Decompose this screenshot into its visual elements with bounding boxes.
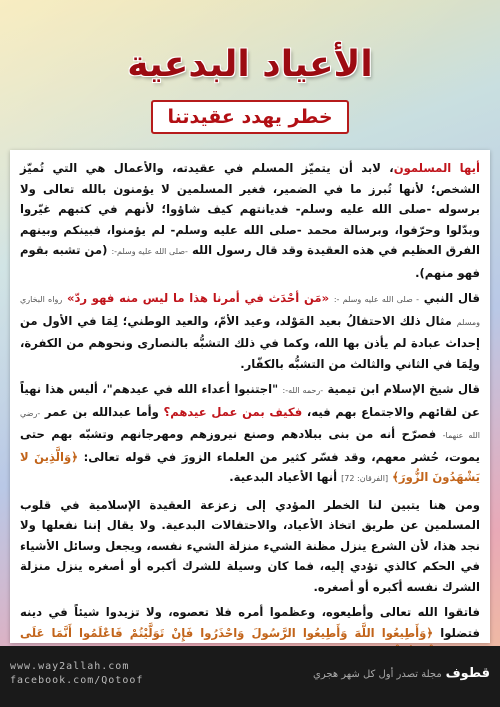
highlighted-question: فكيف بمن عمل عيدهم؟ <box>163 404 303 419</box>
paragraph-4: ومن هنا يتبين لنا الخطر المؤدي إلى زعزعة العقيدة الإسلامية في قلوب المسلمين عن طريق اتخاذ الأعياد، والاحتفالات البدعية. ولا يقال إننا نفعلها ولا نجد هذا، لأن الشرع ينزل مظنة الشيء منزلة الشيء نفسه، ويجعل وسائل الأشياء في الحكم كالذي تؤدي إليه، فما كان وسيلة للشرك أكبره أو أصغره ينزل منزلة الشرك نفسه أكبره أو أصغره. <box>20 497 480 594</box>
article-card <box>10 150 490 643</box>
quran-verse: ﴿وَأَطِيعُوا اللَّهَ وَأَطِيعُوا الرَّسُولَ وَاحْذَرُوا فَإِنْ تَوَلَّيْتُمْ فَاعْلَمُوا أَنَّمَا عَلَى <box>20 625 434 640</box>
paragraph-3-text-b: وأما عبدالله بن عمر <box>44 404 159 419</box>
paragraph-3-text-c: فصرّح أنه من بنى ببلادهم وصنع نيروزهم ومهرجانهم وتشبّه بهم حتى يموت، حُشر معهم، وقد فسّر كثير من العلماء الزورَ في قوله تعالى: <box>20 427 481 464</box>
footer-links <box>10 660 143 688</box>
hadith-quote: (من تشبه بقوم فهو منهم). <box>20 243 480 280</box>
brand-tagline: مجلة تصدر أول كل شهر هجري <box>313 669 442 680</box>
paragraph-3 <box>20 379 480 490</box>
lead-phrase: أيها المسلمون <box>393 161 481 175</box>
paragraph-1-text: ، لابد أن يتميّز المسلم في عقيدته، والأعمال هي التي تُميّز الشخص؛ لأنها تُبرز ما في الضمير، فغير المسلمين لا يؤمنون بالله تعالى ولا برسوله -صلى الله عليه وسلم- فديانتهم كيف شاؤوا؛ لأنهم في كتبهم غيّروا وبدّلوا وحرّفوا، وبرسالة محمد -صلى الله عليه وسلم- لم يؤمنوا، فبينكم وبينهم الفرق العظيم في هذه العقيدة وقد قال رسول الله <box>20 161 480 257</box>
hadith-quote: «مَن أحْدَث في أمرنا هذا ما ليس منه فهو ردّ» <box>66 291 330 305</box>
page-title: الأعياد البدعية <box>127 44 373 85</box>
paragraph-2 <box>20 288 480 374</box>
paragraph-5-text: فاتقوا الله تعالى وأطيعوه، وعظموا أمره فلا تعصوه، ولا تزيدوا شيئاً في دينه فتضلوا <box>20 605 480 640</box>
honorific: - صلى الله عليه وسلم -: <box>333 295 419 304</box>
footer <box>0 646 500 707</box>
verse-reference: [الفرقان: 72] <box>341 474 389 483</box>
page-subtitle: خطر يهدد عقيدتنا <box>151 100 348 134</box>
honorific: -رحمه الله-: <box>282 386 324 395</box>
paragraph-3-intro: قال شيخ الإسلام ابن تيمية <box>327 382 480 396</box>
brand-name: قطوف <box>445 666 490 681</box>
paragraph-3-text-a: أليس هذا نهياً عن لقائهم والاجتماع بهم فيه، <box>20 382 480 419</box>
paragraph-1 <box>20 158 480 283</box>
website-link[interactable]: www.way2allah.com <box>10 661 130 672</box>
quran-verse: ﴿وَالَّذِينَ لا يَشْهَدُونَ الزُّورَ﴾ <box>20 449 480 484</box>
article-body <box>10 150 490 666</box>
paragraph-3-text-d: أنها الأعياد البدعية. <box>229 470 338 484</box>
ibn-taymiyyah-quote: "اجتنبوا أعداء الله في عيدهم"، <box>102 382 279 396</box>
facebook-link[interactable]: facebook.com/Qotoof <box>10 675 144 686</box>
hadith-reference: رواه البخاري ومسلم <box>20 295 480 327</box>
paragraph-2-text: مثال ذلك الاحتفالُ بعيد المَوْلد، وعيد الأمّ، والعيد الوطني؛ لِمَا في الأول من إحداث عبادة لم يأذن بها الله، وكما في ذلك التشبُّه بالنصارى ونحوهم من الكفرة، ولِمَا في الثاني والثالث من التشبُّه بالكفّار. <box>20 313 480 371</box>
honorific: -صلى الله عليه وسلم-: <box>111 247 188 256</box>
header <box>0 44 500 134</box>
paragraph-2-intro: قال النبي <box>423 291 480 305</box>
footer-brand <box>313 666 490 681</box>
honorific: -رضي الله عنهما- <box>20 408 480 440</box>
